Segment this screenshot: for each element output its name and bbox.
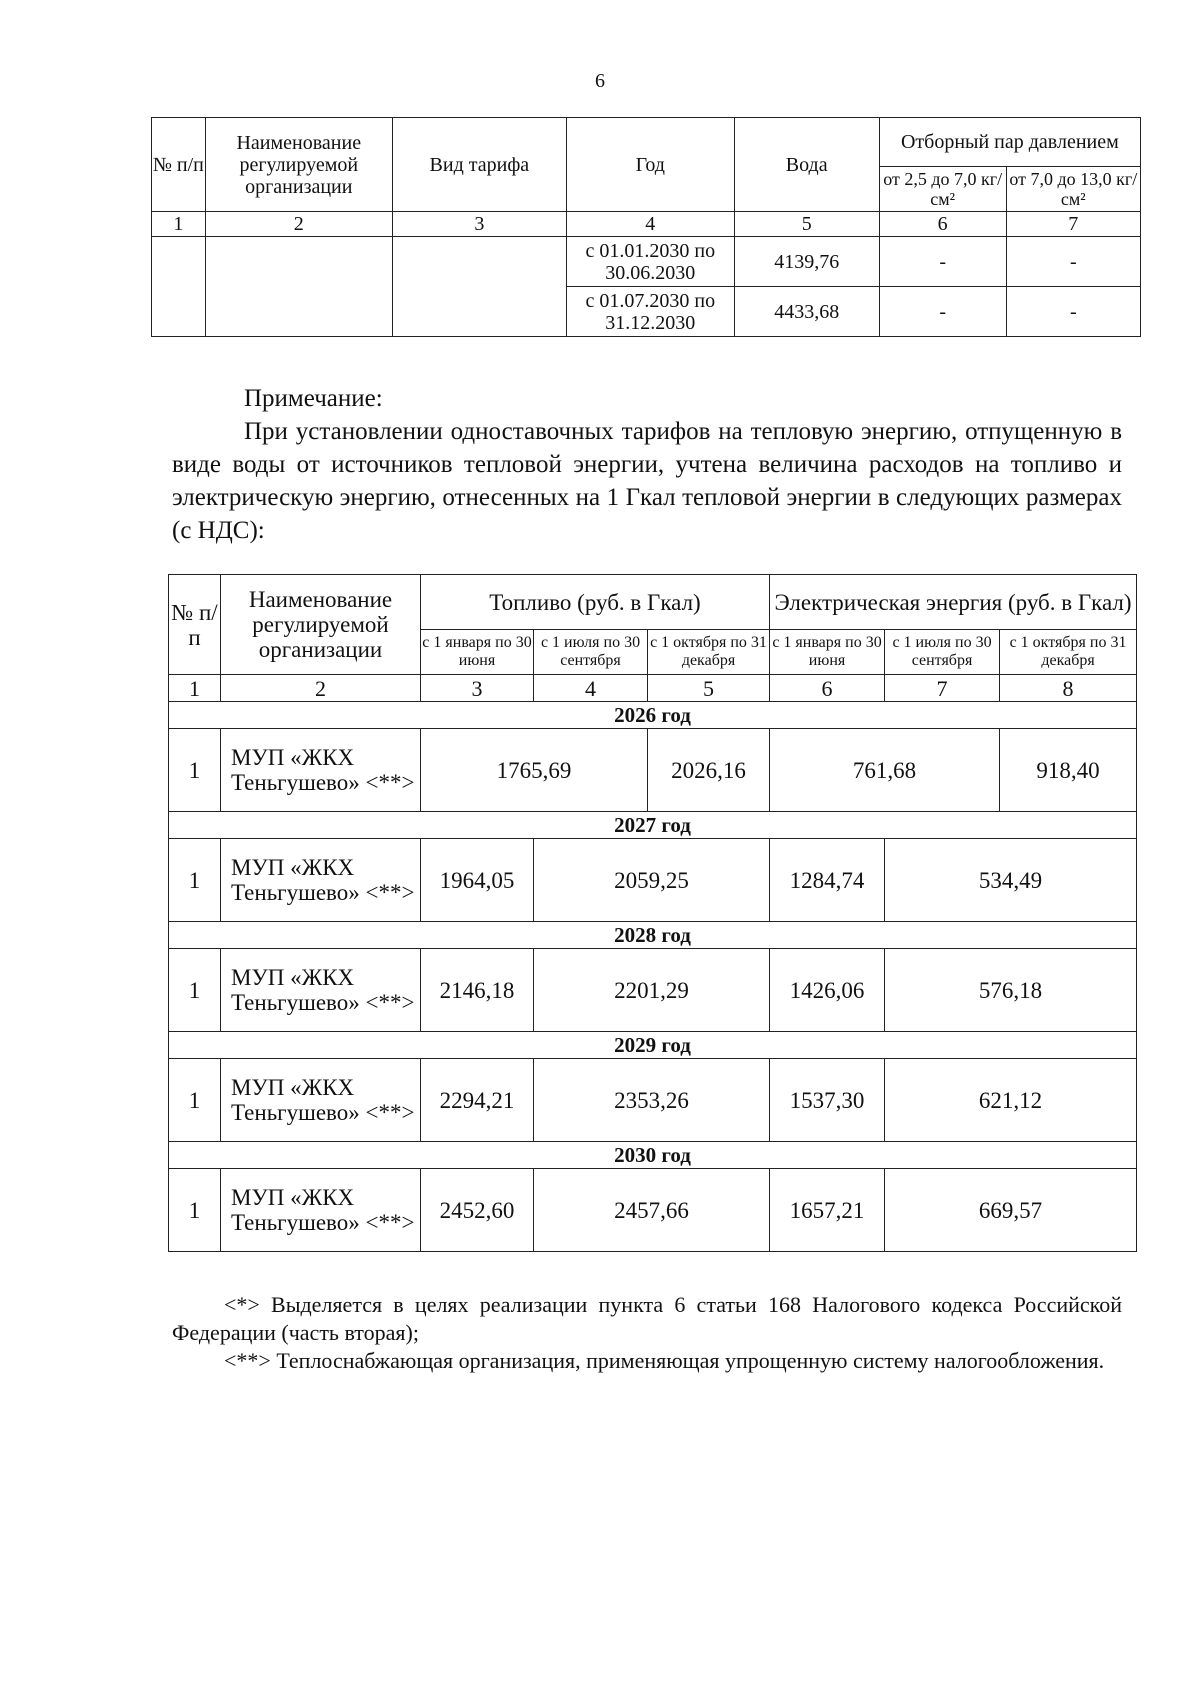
header-period-3: с 1 октября по 31 декабря: [1000, 630, 1137, 675]
org-name: МУП «ЖКХ Теньгушево» <**>: [221, 1059, 421, 1142]
header-tariff-type: Вид тарифа: [392, 118, 566, 212]
header-year: Год: [566, 118, 734, 212]
row-num: 1: [169, 1169, 221, 1252]
org-name: МУП «ЖКХ Теньгушево» <**>: [221, 949, 421, 1032]
fuel-value: 2146,18: [421, 949, 534, 1032]
header-water: Вода: [734, 118, 879, 212]
header-num: № п/п: [152, 118, 206, 212]
note-section: [172, 382, 1122, 547]
header-period-1: с 1 января по 30 июня: [421, 630, 534, 675]
table-row: [169, 839, 1137, 922]
water-value: 4433,68: [734, 287, 879, 337]
header-org: Наименование регулируемой организации: [221, 575, 421, 675]
fuel-value: 1964,05: [421, 839, 534, 922]
electric-value: 1284,74: [770, 839, 885, 922]
header-org: Наименование регулируемой организации: [205, 118, 392, 212]
fuel-value-merged: 2353,26: [534, 1059, 770, 1142]
water-value: 4139,76: [734, 237, 879, 287]
steam-low-value: -: [879, 237, 1006, 287]
col-number: 1: [152, 212, 206, 237]
year-heading: 2029 год: [169, 1032, 1137, 1059]
row-num: 1: [169, 729, 221, 812]
header-period-2: с 1 июля по 30 сентября: [534, 630, 648, 675]
row-num: 1: [169, 949, 221, 1032]
row-num: 1: [169, 1059, 221, 1142]
header-steam: Отборный пар давлением: [879, 118, 1140, 167]
empty-cell: [392, 237, 566, 337]
col-number: 1: [169, 675, 221, 702]
table-row: [169, 1059, 1137, 1142]
col-number: 2: [221, 675, 421, 702]
col-number: 4: [566, 212, 734, 237]
table-row: [169, 949, 1137, 1032]
steam-low-value: -: [879, 287, 1006, 337]
org-name: МУП «ЖКХ Теньгушево» <**>: [221, 729, 421, 812]
electric-value-merged: 534,49: [885, 839, 1137, 922]
header-fuel: Топливо (руб. в Гкал): [421, 575, 770, 630]
col-number: 5: [734, 212, 879, 237]
year-heading: 2030 год: [169, 1142, 1137, 1169]
fuel-electricity-costs-table: [168, 574, 1137, 1252]
electric-value-merged: 576,18: [885, 949, 1137, 1032]
col-number: 3: [421, 675, 534, 702]
year-heading: 2028 год: [169, 922, 1137, 949]
empty-cell: [152, 237, 206, 337]
header-steam-high: от 7,0 до 13,0 кг/см²: [1006, 167, 1140, 212]
fuel-value-merged: 2201,29: [534, 949, 770, 1032]
footnote: <*> Выделяется в целях реализации пункта 6 статьи 168 Налогового кодекса Российской Федерации (часть вторая);: [172, 1292, 1122, 1345]
electric-value-merged: 669,57: [885, 1169, 1137, 1252]
electric-value: 1657,21: [770, 1169, 885, 1252]
note-text: При установлении одноставочных тарифов на тепловую энергию, отпущенную в виде воды от источников тепловой энергии, учтена величина расходов на топливо и электрическую энергию, отнесенных на 1 Гкал тепловой энергии в следующих размерах (с НДС):: [172, 418, 1122, 544]
note-title: Примечание:: [244, 385, 383, 412]
col-number: 8: [1000, 675, 1137, 702]
fuel-value: 2294,21: [421, 1059, 534, 1142]
electric-value-merged: 761,68: [770, 729, 1000, 812]
col-number: 7: [1006, 212, 1140, 237]
fuel-value-merged: 2059,25: [534, 839, 770, 922]
electric-value-merged: 621,12: [885, 1059, 1137, 1142]
footnotes: [172, 1291, 1122, 1375]
fuel-value-merged: 1765,69: [421, 729, 648, 812]
table-row: [169, 1169, 1137, 1252]
col-number: 5: [648, 675, 770, 702]
electric-value: 1426,06: [770, 949, 885, 1032]
col-number: 6: [770, 675, 885, 702]
header-electric: Электрическая энергия (руб. в Гкал): [770, 575, 1137, 630]
header-period-3: с 1 октября по 31 декабря: [648, 630, 770, 675]
col-number: 4: [534, 675, 648, 702]
period-cell: с 01.01.2030 по 30.06.2030: [566, 237, 734, 287]
footnote: <**> Теплоснабжающая организация, применяющая упрощенную систему налогообложения.: [224, 1348, 1105, 1373]
header-period-2: с 1 июля по 30 сентября: [885, 630, 1000, 675]
col-number: 6: [879, 212, 1006, 237]
col-number: 2: [205, 212, 392, 237]
fuel-value: 2026,16: [648, 729, 770, 812]
fuel-value-merged: 2457,66: [534, 1169, 770, 1252]
period-cell: с 01.07.2030 по 31.12.2030: [566, 287, 734, 337]
org-name: МУП «ЖКХ Теньгушево» <**>: [221, 1169, 421, 1252]
water-steam-tariff-table: [151, 117, 1141, 337]
row-num: 1: [169, 839, 221, 922]
col-number: 7: [885, 675, 1000, 702]
year-heading: 2026 год: [169, 702, 1137, 729]
fuel-value: 2452,60: [421, 1169, 534, 1252]
page-number: 6: [595, 70, 605, 92]
header-period-1: с 1 января по 30 июня: [770, 630, 885, 675]
table-row: [169, 729, 1137, 812]
empty-cell: [205, 237, 392, 337]
electric-value: 1537,30: [770, 1059, 885, 1142]
year-heading: 2027 год: [169, 812, 1137, 839]
header-steam-low: от 2,5 до 7,0 кг/см²: [879, 167, 1006, 212]
table-row: [152, 237, 1141, 287]
header-num: № п/п: [169, 575, 221, 675]
steam-high-value: -: [1006, 237, 1140, 287]
col-number: 3: [392, 212, 566, 237]
steam-high-value: -: [1006, 287, 1140, 337]
electric-value: 918,40: [1000, 729, 1137, 812]
org-name: МУП «ЖКХ Теньгушево» <**>: [221, 839, 421, 922]
